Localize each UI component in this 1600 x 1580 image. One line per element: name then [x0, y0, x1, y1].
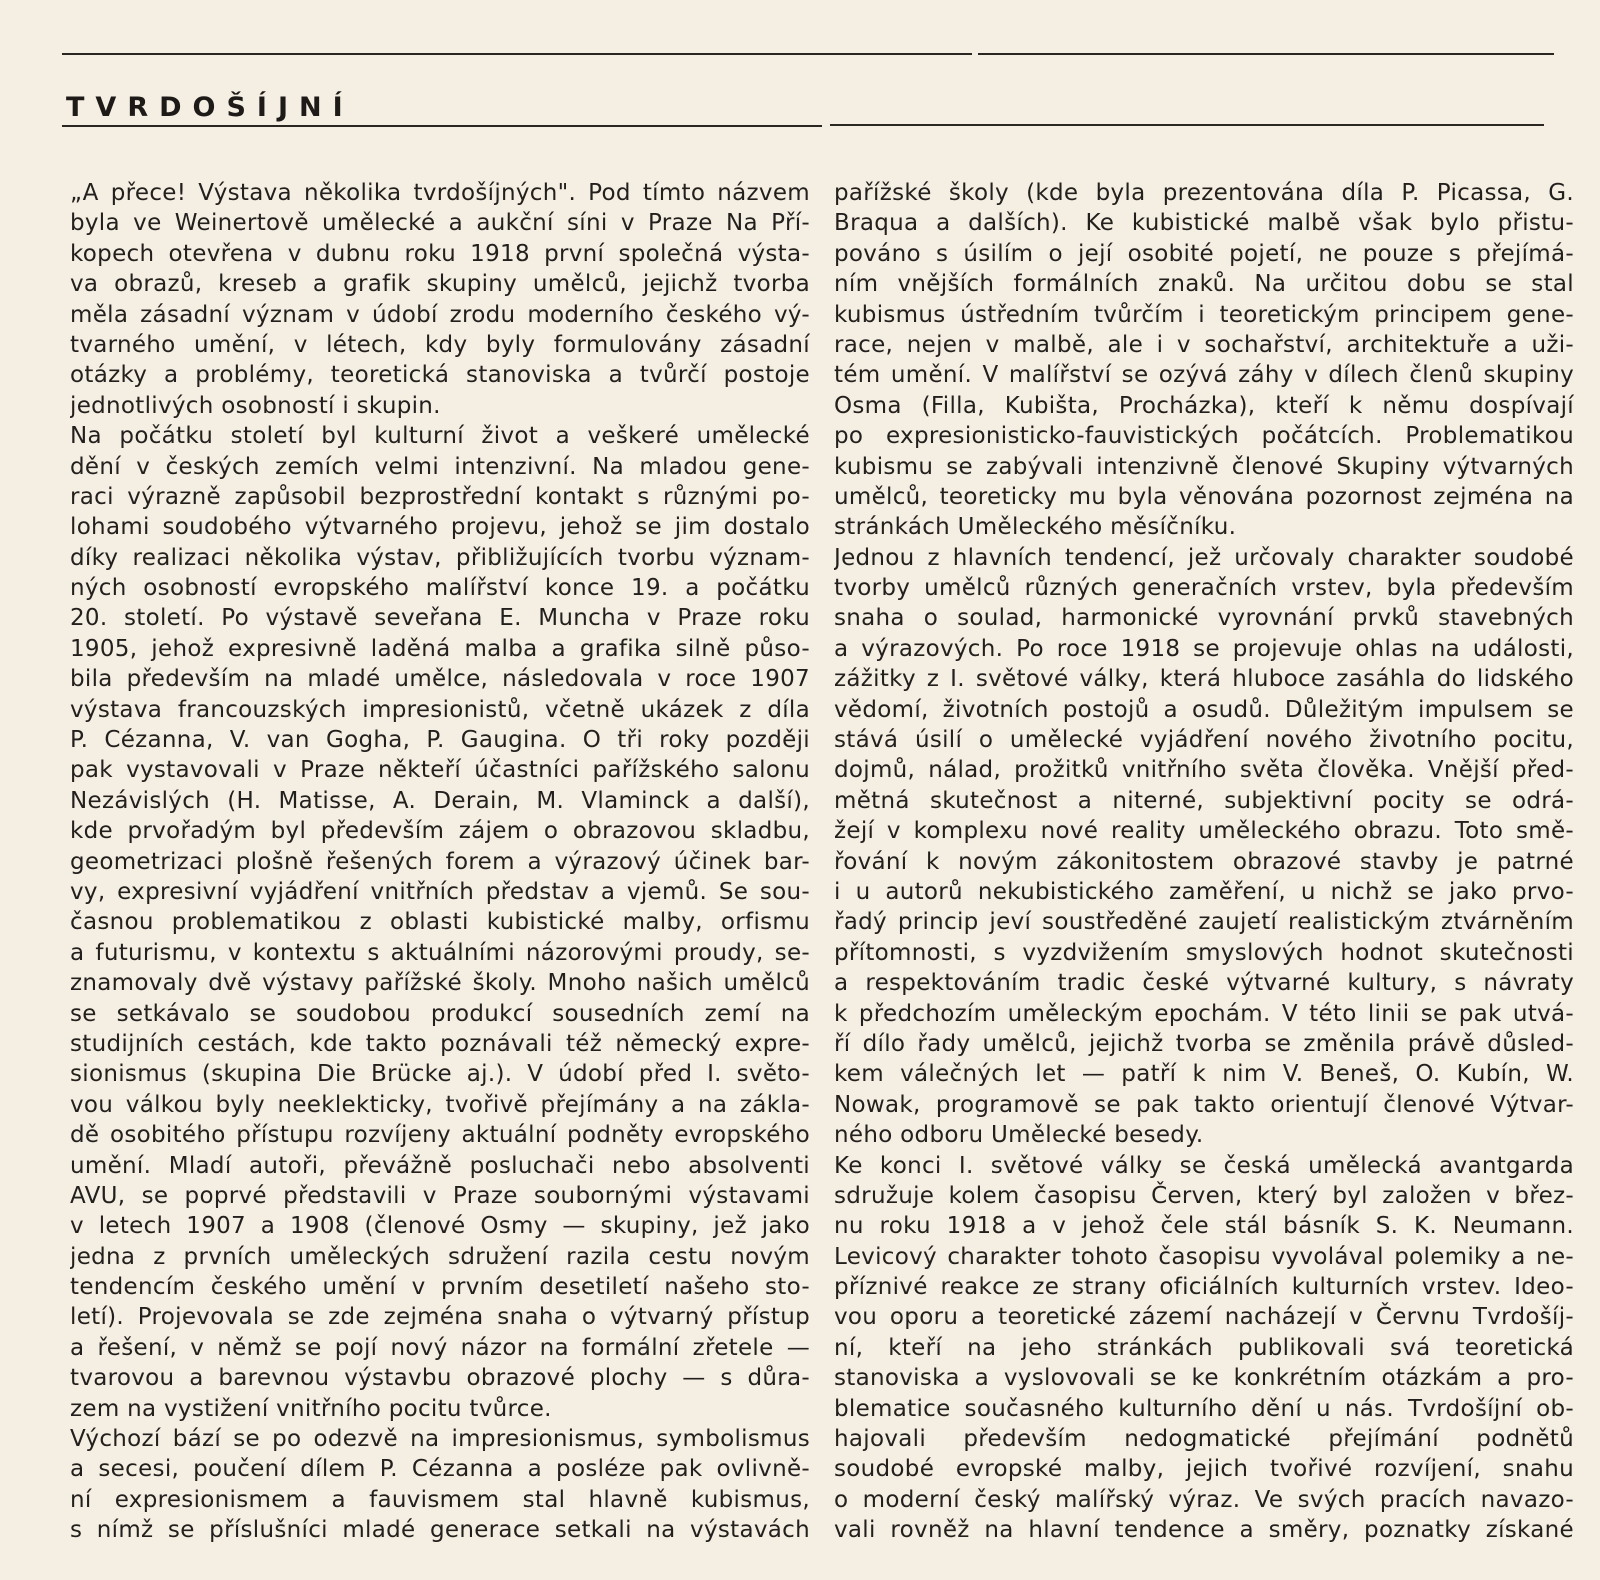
text-line: race, nejen v malbě, ale i v sochařství, architektuře a uži-	[834, 331, 1574, 358]
text-line: a výrazových. Po roce 1918 se projevuje ohlas na události,	[834, 635, 1574, 662]
text-line: stává úsilí o umělecké vyjádření nového životního pocitu,	[834, 727, 1574, 754]
text-line: řadý princip jeví soustředěné zaujetí realistickým ztvárněním	[834, 909, 1574, 936]
text-line: ného odboru Umělecké besedy.	[834, 1122, 1204, 1149]
text-line: lohami soudobého výtvarného projevu, jehož se jim dostalo	[70, 514, 810, 541]
text-line: měla zásadní význam v údobí zrodu moderního českého vý-	[70, 301, 810, 328]
text-line: stránkách Uměleckého měsíčníku.	[834, 514, 1237, 541]
text-line: ní expresionismem a fauvismem stal hlavně kubismus,	[70, 1486, 810, 1513]
text-line: mětná skutečnost a niterné, subjektivní pocity se odrá-	[834, 787, 1574, 814]
text-column-left	[70, 178, 810, 1558]
text-line: s nímž se příslušníci mladé generace setkali na výstavách	[70, 1517, 810, 1544]
text-line: stanoviska a vyslovovali se ke konkrétním otázkám a pro-	[834, 1365, 1574, 1392]
text-line: vou válkou byly neeklekticky, tvořivě přejímány a na zákla-	[70, 1091, 810, 1118]
text-line: tvarného umění, v létech, kdy byly formulovány zásadní	[70, 331, 810, 358]
text-line: kubismus ústředním tvůrčím i teoretickým principem gene-	[834, 301, 1574, 328]
text-line: AVU, se poprvé představili v Praze soubornými výstavami	[70, 1182, 810, 1209]
text-line: pařížské školy (kde byla prezentována díla P. Picassa, G.	[834, 180, 1574, 206]
text-line: jedna z prvních uměleckých sdružení razila cestu novým	[70, 1243, 810, 1270]
text-line: Braqua a dalších). Ke kubistické malbě však bylo přistu-	[834, 210, 1574, 237]
text-line: otázky a problémy, teoretická stanoviska a tvůrčí postoje	[70, 362, 810, 389]
text-line: a futurismu, v kontextu s aktuálními názorovými proudy, se-	[70, 939, 810, 966]
text-line: Na počátku století byl kulturní život a veškeré umělecké	[70, 423, 810, 450]
text-line: sionismus (skupina Die Brücke aj.). V údobí před I. světo-	[70, 1061, 810, 1088]
text-line: časnou problematikou z oblasti kubistické malby, orfismu	[70, 909, 810, 936]
text-line: kubismu se zabývali intenzivně členové Skupiny výtvarných	[834, 453, 1574, 480]
text-line: va obrazů, kreseb a grafik skupiny umělců, jejichž tvorba	[70, 271, 810, 298]
text-line: studijních cestách, kde takto poznávali též německý expre-	[70, 1030, 810, 1057]
text-line: raci výrazně zapůsobil bezprostřední kontakt s různými po-	[70, 483, 810, 510]
text-line: kde prvořadým byl především zájem o obrazovou skladbu,	[70, 818, 810, 845]
text-line: pak vystavovali v Praze někteří účastníci pařížského salonu	[70, 757, 810, 784]
text-line: tém umění. V malířství se ozývá záhy v dílech členů skupiny	[834, 362, 1574, 389]
text-line: Jednou z hlavních tendencí, jež určovaly charakter soudobé	[834, 544, 1574, 571]
text-line: v letech 1907 a 1908 (členové Osmy — skupiny, jež jako	[70, 1213, 810, 1240]
text-line: ní, kteří na jeho stránkách publikovali svá teoretická	[834, 1334, 1574, 1361]
text-line: Nowak, programově se pak takto orientují členové Výtvar-	[834, 1091, 1574, 1118]
text-line: ří dílo řady umělců, jejichž tvorba se změnila právě důsled-	[834, 1030, 1574, 1057]
text-line: byla ve Weinertově umělecké a aukční síni v Praze Na Pří-	[70, 210, 810, 237]
text-line: ných osobností evropského malířství konce 19. a počátku	[70, 575, 810, 602]
text-line: P. Cézanna, V. van Gogha, P. Gaugina. O tři roky později	[70, 727, 810, 754]
text-line: bila především na mladé umělce, následovala v roce 1907	[70, 666, 810, 693]
top-rule-left	[62, 53, 972, 55]
text-line: hajovali především nedogmatické přejímání podnětů	[834, 1426, 1574, 1453]
text-line: žejí v komplexu nové reality uměleckého obrazu. Toto smě-	[834, 818, 1574, 845]
text-column-right	[834, 178, 1574, 1558]
page-title: TVRDOŠÍJNÍ	[66, 92, 354, 124]
text-line: příznivé reakce ze strany oficiálních kulturních vrstev. Ideo-	[834, 1274, 1574, 1301]
text-line: vali rovněž na hlavní tendence a směry, poznatky získané	[834, 1517, 1574, 1544]
text-line: o moderní český malířský výraz. Ve svých pracích navazo-	[834, 1486, 1574, 1513]
text-line: tendencím českého umění v prvním desetiletí našeho sto-	[70, 1274, 810, 1301]
text-line: a řešení, v němž se pojí nový názor na formální zřetele —	[70, 1334, 810, 1361]
text-line: soudobé evropské malby, jejich tvořivé rozvíjení, snahu	[834, 1456, 1574, 1483]
text-line: dojmů, nálad, prožitků vnitřního světa člověka. Vnější před-	[834, 757, 1574, 784]
text-line: i u autorů nekubistického zaměření, u nichž se jako prvo-	[834, 878, 1574, 905]
text-line: zážitky z I. světové války, která hluboce zasáhla do lidského	[834, 666, 1574, 693]
text-line: tvarovou a barevnou výstavbu obrazové plochy — s důra-	[70, 1365, 810, 1392]
text-line: se setkávalo se soudobou produkcí sousedních zemí na	[70, 1000, 810, 1027]
top-rule-right	[978, 53, 1554, 55]
text-line: dění v českých zemích velmi intenzivní. Na mladou gene-	[70, 453, 810, 480]
text-line: Výchozí bází se po odezvě na impresionismus, symbolismus	[70, 1426, 810, 1453]
text-line: k předchozím uměleckým epochám. V této linii se pak utvá-	[834, 1000, 1574, 1027]
text-line: zem na vystižení vnitřního pocitu tvůrce.	[70, 1395, 552, 1422]
text-line: Nezávislých (H. Matisse, A. Derain, M. Vlaminck a další),	[70, 787, 810, 814]
text-line: „A přece! Výstava několika tvrdošíjných". Pod tímto názvem	[70, 180, 810, 206]
text-line: díky realizaci několika výstav, přibližujících tvorbu význam-	[70, 544, 810, 571]
text-line: nu roku 1918 a v jehož čele stál básník S. K. Neumann.	[834, 1213, 1574, 1240]
text-line: řování k novým zákonitostem obrazové stavby je patrné	[834, 848, 1574, 875]
text-line: 1905, jehož expresivně laděná malba a grafika silně půso-	[70, 635, 810, 662]
text-line: 20. století. Po výstavě seveřana E. Muncha v Praze roku	[70, 605, 810, 632]
title-underline-left	[62, 125, 822, 127]
text-line: blematice současného kulturního dění u nás. Tvrdošíjní ob-	[834, 1395, 1574, 1422]
text-line: umělců, teoreticky mu byla věnována pozornost zejména na	[834, 483, 1574, 510]
text-line: dě osobitého přístupu rozvíjeny aktuální podněty evropského	[70, 1122, 810, 1149]
text-line: výstava francouzských impresionistů, včetně ukázek z díla	[70, 696, 810, 723]
text-line: Levicový charakter tohoto časopisu vyvolával polemiky a ne-	[834, 1243, 1574, 1270]
text-line: tvorby umělců různých generačních vrstev, byla především	[834, 575, 1574, 602]
text-line: vou oporu a teoretické zázemí nacházejí v Červnu Tvrdošíj-	[834, 1304, 1574, 1331]
text-line: kem válečných let — patří k nim V. Beneš, O. Kubín, W.	[834, 1061, 1574, 1088]
text-line: ním vnějších formálních znaků. Na určitou dobu se stal	[834, 271, 1574, 298]
text-line: sdružuje kolem časopisu Červen, který byl založen v břez-	[834, 1182, 1574, 1209]
text-line: Ke konci I. světové války se česká umělecká avantgarda	[834, 1152, 1574, 1179]
text-line: letí). Projevovala se zde zejména snaha o výtvarný přístup	[70, 1304, 810, 1331]
text-line: umění. Mladí autoři, převážně posluchači nebo absolventi	[70, 1152, 810, 1179]
text-line: snaha o soulad, harmonické vyrovnání prvků stavebných	[834, 605, 1574, 632]
text-line: a secesi, poučení dílem P. Cézanna a posléze pak ovlivně-	[70, 1456, 810, 1483]
text-line: Osma (Filla, Kubišta, Procházka), kteří k němu dospívají	[834, 392, 1574, 419]
text-line: vědomí, životních postojů a osudů. Důležitým impulsem se	[834, 696, 1574, 723]
text-line: geometrizaci plošně řešených forem a výrazový účinek bar-	[70, 848, 810, 875]
title-underline-right	[830, 124, 1544, 126]
text-line: jednotlivých osobností i skupin.	[70, 392, 441, 419]
text-line: znamovaly dvě výstavy pařížské školy. Mnoho našich umělců	[70, 970, 810, 997]
text-line: přítomnosti, s vyzdvižením smyslových hodnot skutečnosti	[834, 939, 1574, 966]
text-line: vy, expresivní vyjádření vnitřních představ a vjemů. Se sou-	[70, 878, 810, 905]
text-line: pováno s úsilím o její osobité pojetí, ne pouze s přejímá-	[834, 240, 1574, 267]
text-line: a respektováním tradic české výtvarné kultury, s návraty	[834, 970, 1574, 997]
text-line: kopech otevřena v dubnu roku 1918 první společná výsta-	[70, 240, 810, 267]
text-line: po expresionisticko-fauvistických počátcích. Problematikou	[834, 423, 1574, 450]
